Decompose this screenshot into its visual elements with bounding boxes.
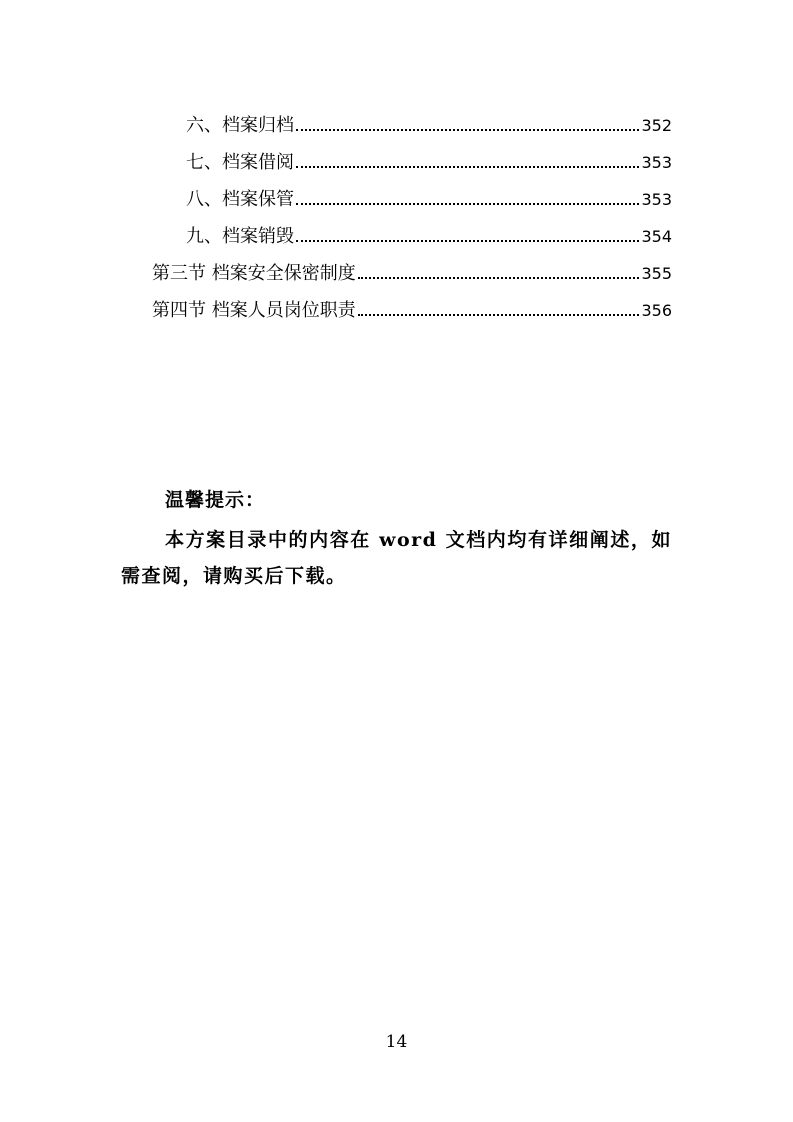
notice-body: 本方案目录中的内容在 word 文档内均有详细阐述，如需查阅，请购买后下载。	[121, 529, 672, 587]
toc-entry-page: 354	[641, 227, 672, 246]
toc-leader-dots	[296, 166, 639, 168]
toc-entry[interactable]	[186, 140, 672, 174]
toc-entry-page: 356	[641, 301, 672, 320]
toc-entry-label: 七、档案借阅	[186, 152, 294, 173]
toc-entry-page: 355	[641, 264, 672, 283]
toc-entry-label: 第四节 档案人员岗位职责	[152, 300, 356, 321]
toc-entry-page: 353	[641, 190, 672, 209]
toc-entry-page: 352	[641, 116, 672, 135]
toc-entry[interactable]	[152, 251, 672, 285]
toc-entry-page: 353	[641, 153, 672, 172]
toc-leader-dots	[296, 203, 639, 205]
toc-leader-dots	[358, 277, 640, 279]
toc-leader-dots	[296, 129, 639, 131]
toc-entry-label: 第三节 档案安全保密制度	[152, 263, 356, 284]
toc-leader-dots	[296, 240, 639, 242]
toc-leader-dots	[358, 314, 640, 316]
notice-title: 温馨提示：	[165, 489, 266, 511]
toc-entry[interactable]	[152, 288, 672, 322]
toc-entry[interactable]	[186, 214, 672, 248]
toc-entry-label: 八、档案保管	[186, 189, 294, 210]
toc-entry-label: 九、档案销毁	[186, 226, 294, 247]
toc-entry[interactable]	[186, 177, 672, 211]
toc-entry[interactable]	[186, 103, 672, 137]
page-number: 14	[385, 1032, 408, 1052]
toc-entry-label: 六、档案归档	[186, 115, 294, 136]
